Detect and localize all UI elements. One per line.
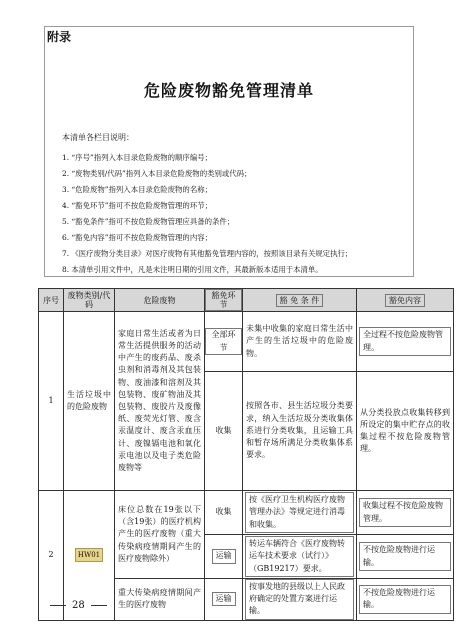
header-category: 废物类别/代码 (64, 289, 115, 312)
exempt-content: 全过程不按危险废物管理。 (357, 312, 454, 372)
exempt-stage: 收集 (205, 372, 243, 491)
exempt-condition: 按照各市、县生活垃圾分类要求，纳入生活垃圾分类收集体系进行分类收集，且运输工具和暂存场所满足分类收集体系要求。 (243, 372, 357, 491)
exempt-condition: 转运车辆符合《医疗废物转运车技术要求（试行）》（GB19217）要求。 (243, 535, 357, 579)
exempt-content: 不按危险废物进行运输。 (357, 579, 454, 621)
note-item: 6. “豁免内容”指可不按危险废物管理的内容； (62, 233, 212, 242)
notes-intro: 本清单各栏目说明： (62, 133, 134, 142)
waste-name: 家庭日常生活或者为日常生活提供服务的活动中产生的废药品、废杀虫剂和消毒剂及其包装物、废油漆和溶剂及其包装物、废矿物油及其包装物、废胶片及废像纸、废荧光灯管、废含汞温度计、废含汞血压计、废镍镉电池和氧化汞电池以及电子类危险废物等 (115, 312, 205, 491)
header-no: 序号 (39, 289, 64, 312)
header-stage: 豁免环节 (205, 289, 243, 312)
waste-name: 床位总数在19张以下（含19张）的医疗机构产生的医疗废物（重大传染病疫情期间产生的医疗废物除外） (115, 491, 205, 579)
note-item: 1. “序号”指列入本目录危险废物的顺序编号； (62, 153, 212, 162)
exempt-condition: 按事发地的县级以上人民政府确定的处置方案进行运输。 (243, 579, 357, 621)
waste-category: 生活垃圾中的危险废物 (64, 312, 115, 491)
note-item: 8. 本清单引用文件中，凡是未注明日期的引用文件，其最新版本适用于本清单。 (62, 265, 323, 274)
note-item: 7. 《医疗废物分类目录》对医疗废物有其他豁免管理内容的，按照该目录有关规定执行； (62, 249, 353, 258)
exemption-table (38, 288, 454, 621)
exempt-condition: 按《医疗卫生机构医疗废物管理办法》等规定进行消毒和收集。 (243, 491, 357, 535)
document-title: 危险废物豁免管理清单 (143, 81, 314, 100)
footer-dash-right (91, 605, 107, 606)
table-header-row (39, 289, 454, 312)
exempt-stage: 运输 (205, 535, 243, 579)
table-row (39, 491, 454, 535)
note-item: 3. “危险废物”指列入本目录危险废物的名称； (62, 185, 212, 194)
page-number: 28 (72, 600, 85, 611)
exempt-stage: 收集 (205, 491, 243, 535)
exempt-content: 收集过程不按危险废物管理。 (357, 491, 454, 535)
exempt-content: 从分类投放点收集转移到所设定的集中贮存点的收集过程不按危险废物管理。 (357, 372, 454, 491)
header-content: 豁免内容 (357, 289, 454, 312)
appendix-label: 附录 (47, 30, 72, 44)
table-row (39, 312, 454, 372)
footer-dash-left (50, 605, 66, 606)
note-item: 2. “废物类别/代码”指列入本目录危险废物的类别或代码； (62, 169, 252, 178)
waste-code: HW01 (64, 491, 115, 621)
waste-name: 重大传染病疫情期间产生的医疗废物 (115, 579, 205, 621)
exempt-stage: 全部环节 (205, 312, 243, 372)
notes-list (62, 150, 414, 278)
note-item: 5. “豁免条件”指可不按危险废物管理应具备的条件； (62, 217, 235, 226)
row-number: 1 (39, 312, 64, 491)
exempt-stage: 运输 (205, 579, 243, 621)
exempt-content: 不按危险废物进行运输。 (357, 535, 454, 579)
row-number: 2 (39, 491, 64, 621)
note-item: 4. “豁免环节”指可不按危险废物管理的环节； (62, 201, 212, 210)
header-waste: 危险废物 (115, 289, 205, 312)
page-footer (44, 600, 113, 611)
exempt-condition: 未集中收集的家庭日常生活中产生的生活垃圾中的危险废物。 (243, 312, 357, 372)
header-condition: 豁 免 条 件 (243, 289, 357, 312)
